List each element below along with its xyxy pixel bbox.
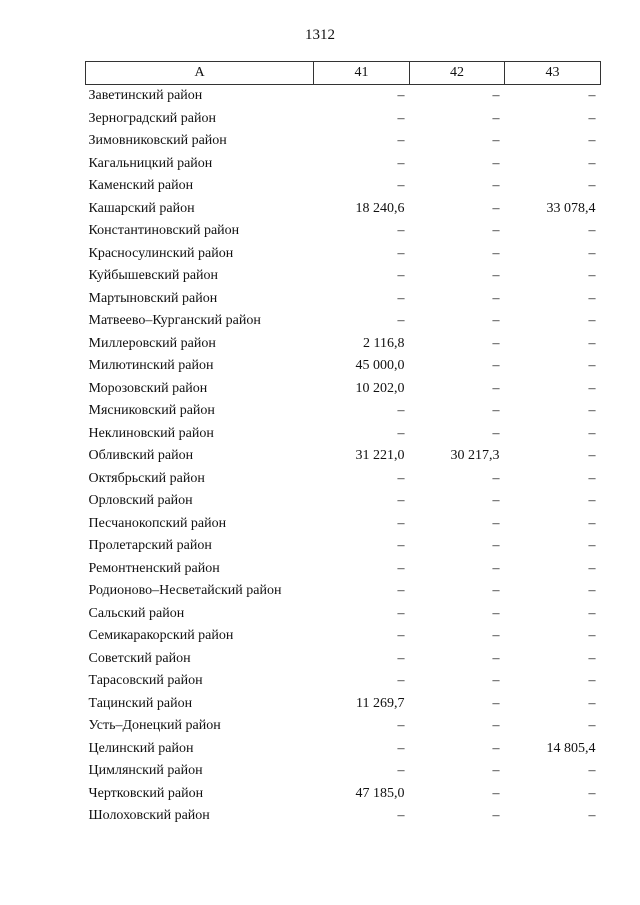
table-row [86,243,601,266]
value-cell-41: – [397,538,405,554]
district-name-cell: Пролетарский район [88,538,212,554]
district-name-cell: Неклиновский район [88,425,214,441]
value-cell-43: – [588,583,596,599]
table-row [86,445,601,468]
value-cell-43: – [588,133,596,149]
value-cell-42: – [492,88,500,104]
value-cell-41: – [397,313,405,329]
district-name-cell: Миллеровский район [88,335,216,351]
value-cell-42: – [492,785,500,801]
table-body [86,85,601,828]
district-name-cell: Обливский район [88,448,194,464]
value-cell-41: – [397,155,405,171]
value-cell-42: – [492,515,500,531]
value-cell-42: – [492,493,500,509]
value-cell-43: – [588,335,596,351]
value-cell-41: – [397,628,405,644]
value-cell-43: – [588,380,596,396]
value-cell-43: – [588,110,596,126]
table-row [86,175,601,198]
value-cell-43: 33 078,4 [546,200,596,216]
table-header [86,62,601,85]
header-cell-43: 43 [505,62,601,85]
value-cell-42: – [492,560,500,576]
value-cell-42: – [492,605,500,621]
value-cell-41: 2 116,8 [363,335,405,351]
table-row [86,198,601,221]
value-cell-41: – [397,290,405,306]
table-row [86,378,601,401]
district-name-cell: Сальский район [88,605,185,621]
value-cell-42: – [492,245,500,261]
value-cell-43: – [588,718,596,734]
value-cell-41: 31 221,0 [355,448,405,464]
district-name-cell: Песчанокопский район [88,515,227,531]
table-row [86,490,601,513]
value-cell-42: – [492,200,500,216]
value-cell-43: – [588,515,596,531]
value-cell-43: – [588,178,596,194]
table-row [86,738,601,761]
value-cell-41: 18 240,6 [355,200,405,216]
value-cell-42: – [492,808,500,824]
value-cell-43: – [588,673,596,689]
district-name-cell: Заветинский район [88,88,203,104]
value-cell-42: – [492,313,500,329]
district-name-cell: Ремонтненский район [88,560,220,576]
district-name-cell: Советский район [88,650,191,666]
value-cell-43: – [588,448,596,464]
table-row [86,513,601,536]
table-row [86,85,601,108]
district-name-cell: Морозовский район [88,380,208,396]
district-name-cell: Чертковский район [88,785,204,801]
district-name-cell: Матвеево–Курганский район [88,313,261,329]
value-cell-43: – [588,470,596,486]
value-cell-43: – [588,650,596,666]
district-name-cell: Каменский район [88,178,194,194]
district-name-cell: Красносулинский район [88,245,234,261]
district-name-cell: Родионово–Несветайский район [88,583,282,599]
data-table [85,61,601,828]
table-row [86,693,601,716]
district-name-cell: Кашарский район [88,200,195,216]
value-cell-41: – [397,245,405,261]
value-cell-41: 47 185,0 [355,785,405,801]
district-name-cell: Милютинский район [88,358,214,374]
value-cell-43: – [588,493,596,509]
header-cell-41: 41 [314,62,410,85]
table-row [86,130,601,153]
value-cell-43: – [588,88,596,104]
header-row [86,62,601,85]
value-cell-42: – [492,425,500,441]
value-cell-41: – [397,605,405,621]
table-row [86,220,601,243]
value-cell-43: – [588,245,596,261]
value-cell-41: – [397,718,405,734]
table-row [86,715,601,738]
value-cell-43: – [588,290,596,306]
value-cell-42: – [492,403,500,419]
value-cell-43: – [588,763,596,779]
district-name-cell: Константиновский район [88,223,240,239]
table-row [86,400,601,423]
table-row [86,535,601,558]
district-name-cell: Шолоховский район [88,808,210,824]
district-name-cell: Октябрьский район [88,470,205,486]
table-row [86,625,601,648]
value-cell-43: – [588,268,596,284]
value-cell-42: – [492,740,500,756]
value-cell-41: – [397,403,405,419]
value-cell-41: – [397,178,405,194]
district-name-cell: Тарасовский район [88,673,203,689]
value-cell-42: – [492,470,500,486]
table-row [86,468,601,491]
value-cell-41: – [397,673,405,689]
value-cell-42: – [492,650,500,666]
value-cell-42: – [492,268,500,284]
district-name-cell: Мартыновский район [88,290,218,306]
table-row [86,805,601,828]
value-cell-43: – [588,358,596,374]
value-cell-42: – [492,335,500,351]
table-row [86,288,601,311]
value-cell-41: – [397,268,405,284]
value-cell-43: – [588,403,596,419]
value-cell-41: 10 202,0 [355,380,405,396]
value-cell-43: 14 805,4 [546,740,596,756]
value-cell-42: – [492,358,500,374]
value-cell-41: – [397,133,405,149]
value-cell-41: – [397,493,405,509]
value-cell-41: – [397,650,405,666]
value-cell-42: 30 217,3 [450,448,500,464]
value-cell-43: – [588,538,596,554]
value-cell-43: – [588,808,596,824]
table-row [86,648,601,671]
value-cell-43: – [588,628,596,644]
district-name-cell: Мясниковский район [88,403,215,419]
table-row [86,558,601,581]
table-row [86,355,601,378]
value-cell-41: 45 000,0 [355,358,405,374]
value-cell-41: – [397,740,405,756]
page-number: 1312 [305,27,335,43]
table-row [86,580,601,603]
value-cell-41: – [397,470,405,486]
value-cell-43: – [588,785,596,801]
value-cell-43: – [588,425,596,441]
value-cell-42: – [492,110,500,126]
value-cell-41: – [397,425,405,441]
table-row [86,108,601,131]
district-name-cell: Семикаракорский район [88,628,234,644]
value-cell-42: – [492,673,500,689]
table-row [86,603,601,626]
district-name-cell: Куйбышевский район [88,268,219,284]
value-cell-43: – [588,223,596,239]
value-cell-41: – [397,583,405,599]
value-cell-42: – [492,628,500,644]
value-cell-42: – [492,538,500,554]
value-cell-42: – [492,583,500,599]
header-cell-42: 42 [410,62,505,85]
value-cell-42: – [492,155,500,171]
value-cell-42: – [492,380,500,396]
value-cell-41: – [397,223,405,239]
value-cell-41: 11 269,7 [356,695,405,711]
table-row [86,333,601,356]
district-name-cell: Цимлянский район [88,763,203,779]
value-cell-43: – [588,155,596,171]
value-cell-43: – [588,560,596,576]
district-name-cell: Кагальницкий район [88,155,213,171]
value-cell-43: – [588,605,596,621]
district-name-cell: Усть–Донецкий район [88,718,221,734]
value-cell-41: – [397,808,405,824]
value-cell-41: – [397,560,405,576]
table-row [86,153,601,176]
value-cell-41: – [397,88,405,104]
value-cell-42: – [492,718,500,734]
district-name-cell: Целинский район [88,740,194,756]
table-row [86,310,601,333]
value-cell-41: – [397,763,405,779]
district-name-cell: Тацинский район [88,695,193,711]
value-cell-42: – [492,763,500,779]
value-cell-42: – [492,178,500,194]
district-name-cell: Орловский район [88,493,193,509]
district-name-cell: Зимовниковский район [88,133,227,149]
value-cell-43: – [588,695,596,711]
value-cell-42: – [492,290,500,306]
header-cell-name: А [86,62,314,85]
value-cell-41: – [397,515,405,531]
value-cell-41: – [397,110,405,126]
table-row [86,423,601,446]
table-row [86,783,601,806]
table-row [86,670,601,693]
value-cell-42: – [492,695,500,711]
value-cell-43: – [588,313,596,329]
district-name-cell: Зерноградский район [88,110,216,126]
table-row [86,760,601,783]
table-row [86,265,601,288]
value-cell-42: – [492,223,500,239]
value-cell-42: – [492,133,500,149]
